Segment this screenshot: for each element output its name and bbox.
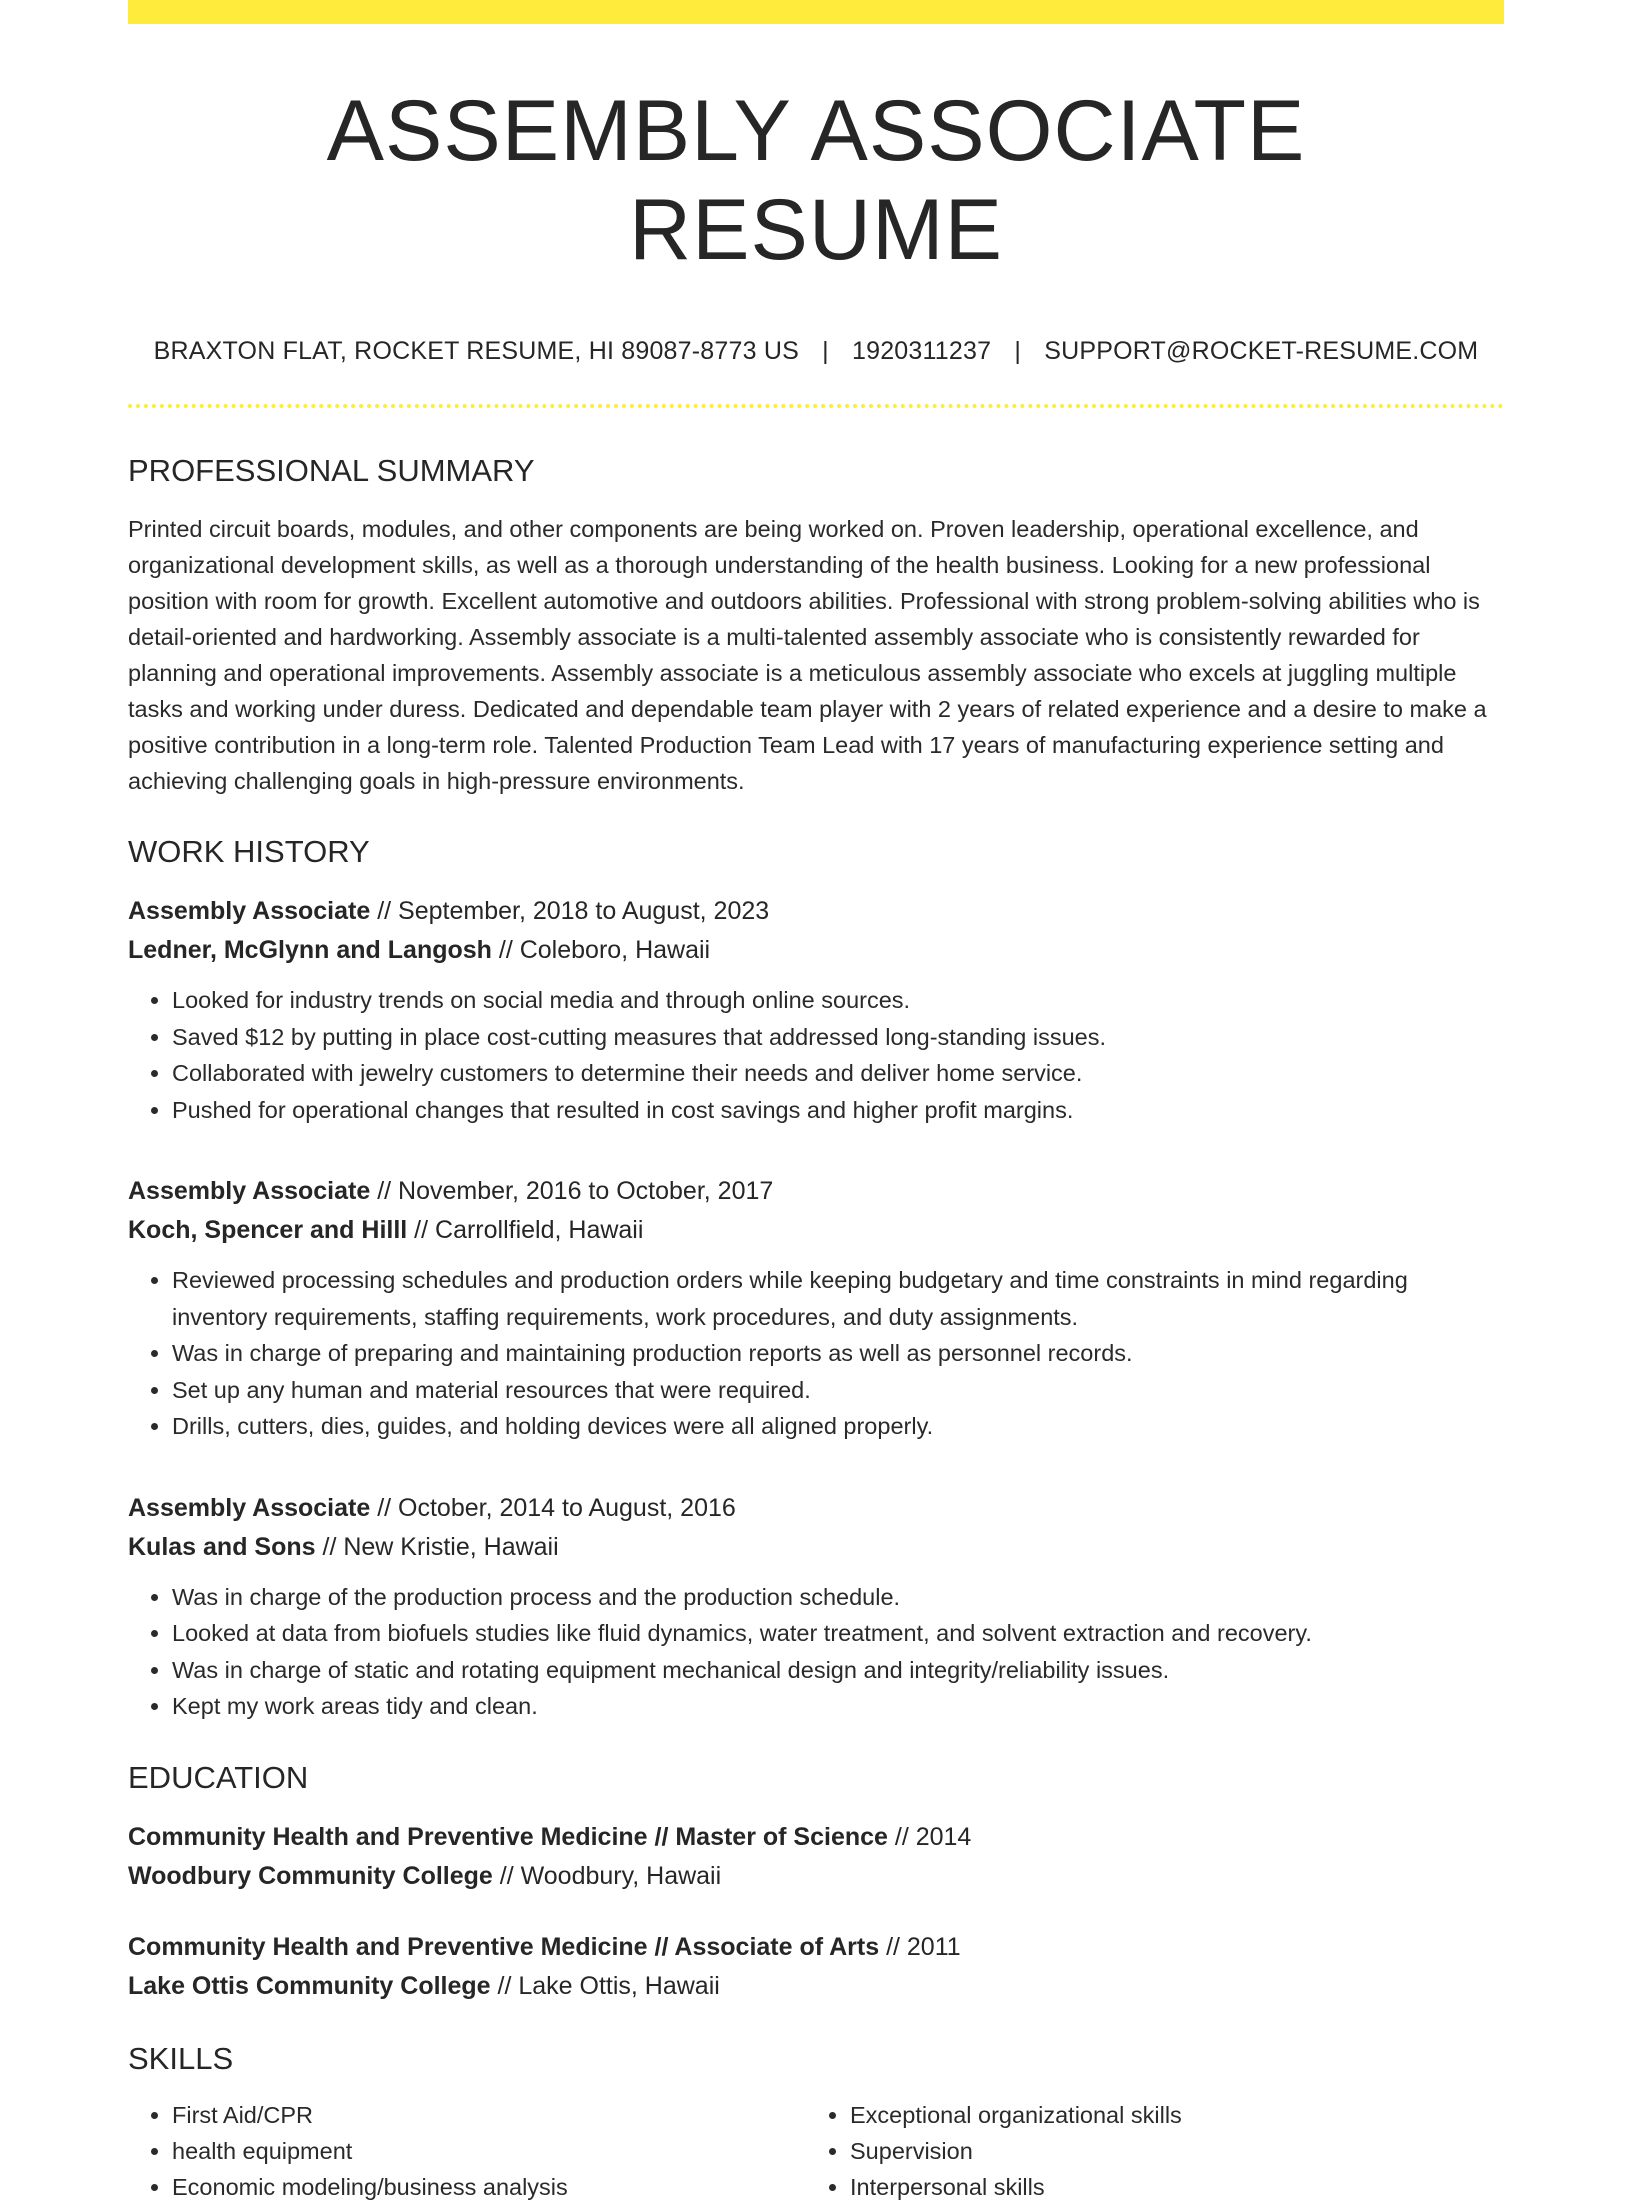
resume-page [128, 0, 1504, 2205]
education-school: Woodbury Community College [128, 1861, 493, 1890]
skill-item: • Interpersonal skills [850, 2169, 1484, 2205]
summary-text: Printed circuit boards, modules, and other components are being worked on. Proven leadership, operational excellence, and organizational development skills, as well as a thorough understanding of the health business. Looking for a new professional position with room for growth. Excellent automotive and outdoors abilities. Professional with strong problem-solving abilities who is detail-oriented and hardworking. Assembly associate is a multi-talented assembly associate who is consistently rewarded for planning and operational improvements. Assembly associate is a meticulous assembly associate who excels at juggling multiple tasks and working under duress. Dedicated and dependable team player with 2 years of related experience and a desire to make a positive contribution in a long-term role. Talented Production Team Lead with 17 years of manufacturing experience setting and achieving challenging goals in high-pressure environments. [128, 515, 1487, 794]
skill-item: • First Aid/CPR [172, 2097, 806, 2133]
education-school: Lake Ottis Community College [128, 1971, 491, 2000]
skill-item: • Supervision [850, 2133, 1484, 2169]
education-school-line [128, 1967, 1504, 2006]
education-degree: Community Health and Preventive Medicine // Master of Science [128, 1822, 888, 1851]
section-title-skills: SKILLS [128, 2040, 234, 2076]
separator: | [822, 336, 829, 365]
list-item: • Was in charge of the production process and the production schedule. [172, 1579, 1504, 1616]
job-role: Assembly Associate [128, 897, 371, 926]
job-dates: // September, 2018 to August, 2023 [370, 897, 770, 926]
education-degree-line [128, 1818, 1504, 1857]
education-year: // 2014 [887, 1822, 972, 1851]
job-location: // Carrollfield, Hawaii [407, 1216, 644, 1245]
job-location: // Coleboro, Hawaii [491, 936, 711, 965]
job-company-line [128, 1528, 1504, 1567]
list-item: • Pushed for operational changes that resulted in cost savings and higher profit margins. [172, 1092, 1504, 1129]
job-bullets [128, 982, 1504, 1128]
job-role: Assembly Associate [128, 1177, 371, 1206]
address: BRAXTON FLAT, ROCKET RESUME, HI 89087-8773 US [153, 336, 799, 365]
list-item: • Reviewed processing schedules and production orders while keeping budgetary and time constraints in mind regarding inventory requirements, staffing requirements, work procedures, and duty assignments. [172, 1262, 1504, 1335]
job-dates: // November, 2016 to October, 2017 [370, 1177, 774, 1206]
job-entry [128, 1489, 1504, 1725]
separator: | [1014, 336, 1022, 365]
education-entry [128, 1928, 1504, 2006]
education-year: // 2011 [879, 1932, 961, 1961]
job-entry [128, 892, 1504, 1128]
skills-list-right [806, 2097, 1484, 2205]
education-location: // Lake Ottis, Hawaii [490, 1971, 720, 2000]
job-location: // New Kristie, Hawaii [315, 1532, 559, 1561]
job-bullets [128, 1579, 1504, 1725]
list-item: • Collaborated with jewelry customers to determine their needs and deliver home service. [172, 1055, 1504, 1092]
job-company: Kulas and Sons [128, 1532, 316, 1561]
education-school-line [128, 1857, 1504, 1896]
list-item: • Saved $12 by putting in place cost-cutting measures that addressed long-standing issues. [172, 1019, 1504, 1056]
section-title-summary: PROFESSIONAL SUMMARY [128, 452, 535, 488]
list-item: • Set up any human and material resources that were required. [172, 1372, 1504, 1409]
job-bullets [128, 1262, 1504, 1445]
resume-title: ASSEMBLY ASSOCIATE RESUME [326, 83, 1306, 278]
skill-item: • health equipment [172, 2133, 806, 2169]
job-company-line [128, 931, 1504, 970]
job-title-line [128, 1172, 1504, 1211]
job-entry [128, 1172, 1504, 1445]
skills-list-left [128, 2097, 806, 2205]
skill-item: • Exceptional organizational skills [850, 2097, 1484, 2133]
accent-bar [128, 0, 1504, 24]
skill-item: • Economic modeling/business analysis [172, 2169, 806, 2205]
job-dates: // October, 2014 to August, 2016 [370, 1493, 736, 1522]
skills-columns [128, 2097, 1504, 2205]
list-item: • Kept my work areas tidy and clean. [172, 1688, 1504, 1725]
phone: 1920311237 [852, 336, 992, 365]
list-item: • Was in charge of static and rotating equipment mechanical design and integrity/reliability issues. [172, 1652, 1504, 1689]
job-company: Koch, Spencer and Hilll [128, 1216, 408, 1245]
email: SUPPORT@ROCKET-RESUME.COM [1044, 336, 1479, 365]
section-title-education: EDUCATION [128, 1759, 309, 1795]
list-item: • Drills, cutters, dies, guides, and holding devices were all aligned properly. [172, 1408, 1504, 1445]
contact-line [128, 336, 1504, 366]
job-title-line [128, 1489, 1504, 1528]
job-company: Ledner, McGlynn and Langosh [128, 936, 492, 965]
education-degree: Community Health and Preventive Medicine // Associate of Arts [128, 1932, 880, 1961]
dotted-divider [128, 404, 1504, 408]
list-item: • Was in charge of preparing and maintaining production reports as well as personnel records. [172, 1335, 1504, 1372]
section-title-work-history: WORK HISTORY [128, 833, 370, 869]
education-degree-line [128, 1928, 1504, 1967]
education-location: // Woodbury, Hawaii [492, 1861, 722, 1890]
job-role: Assembly Associate [128, 1493, 371, 1522]
list-item: • Looked for industry trends on social media and through online sources. [172, 982, 1504, 1019]
job-company-line [128, 1211, 1504, 1250]
education-entry [128, 1818, 1504, 1896]
job-title-line [128, 892, 1504, 931]
list-item: • Looked at data from biofuels studies like fluid dynamics, water treatment, and solvent extraction and recovery. [172, 1615, 1504, 1652]
